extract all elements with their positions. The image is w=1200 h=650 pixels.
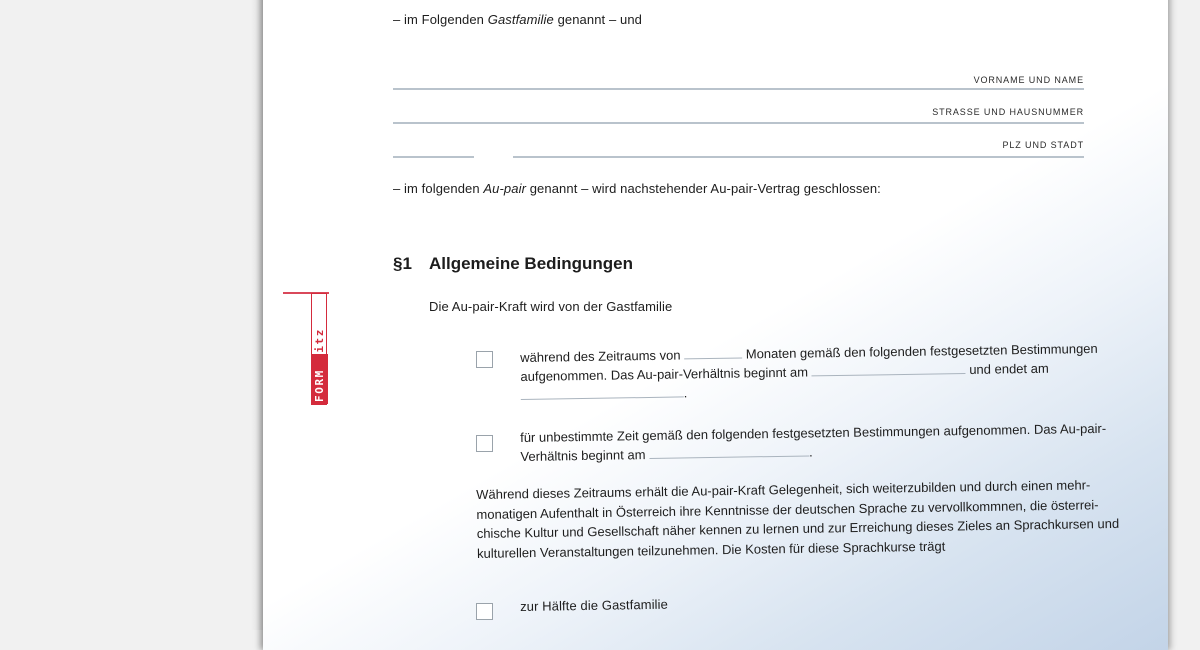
intro-aupair-term: Au-pair xyxy=(483,181,527,196)
paragraph-line4: kulturellen Veranstaltungen teilzunehmen. Die Kosten für diese Sprachkurse trägt xyxy=(476,538,946,561)
intro-aupair-suffix: genannt – wird nachstehender Au-pair-Vertrag geschlossen: xyxy=(526,181,881,196)
intro-aupair-prefix: – im folgenden xyxy=(393,181,484,196)
street-field-label: STRASSE UND HAUSNUMMER xyxy=(932,107,1084,117)
zip-field[interactable] xyxy=(393,156,474,158)
paragraph-line1: Während dieses Zeitraums erhält die Au-pair-Kraft Gelegenheit, sich weiterzubilden und durch einen mehr- xyxy=(476,477,1091,502)
logo-form-text: FORM xyxy=(313,369,326,402)
city-field[interactable] xyxy=(513,156,1084,158)
intro-line-host xyxy=(393,12,642,27)
opt2-text-a: Verhältnis beginnt am xyxy=(520,447,646,464)
formblitz-logo xyxy=(311,293,327,405)
option-indefinite-text xyxy=(520,419,1107,466)
contract-page xyxy=(263,0,1168,650)
option-half-host-label: zur Hälfte die Gastfamilie xyxy=(520,596,669,614)
option-fixed-term-text xyxy=(520,339,1098,405)
name-field-label: VORNAME UND NAME xyxy=(973,75,1084,85)
logo-blitz-text: blitz xyxy=(313,327,326,370)
name-field[interactable] xyxy=(393,88,1084,90)
section-title: Allgemeine Bedingungen xyxy=(429,254,634,273)
option-indefinite-line1: für unbestimmte Zeit gemäß den folgenden festgesetzten Bestimmungen aufgenommen. Das Au-pair- xyxy=(520,420,1107,445)
section-heading xyxy=(393,254,633,274)
paragraph-line2: monatigen Aufenthalt in Österreich ihre Kenntnisse der deutschen Sprache zu vervollkommnen, die österrei- xyxy=(476,496,1099,522)
start-date-field[interactable] xyxy=(812,363,966,376)
intro-host-prefix: – im Folgenden xyxy=(393,12,488,27)
intro-host-term: Gastfamilie xyxy=(487,12,554,27)
language-course-paragraph xyxy=(476,475,1120,563)
end-date-field[interactable] xyxy=(521,386,684,400)
opt1-text-e: . xyxy=(683,385,688,401)
intro-line-aupair xyxy=(393,181,881,196)
logo-text xyxy=(312,294,328,406)
opt1-text-c: aufgenommen. Das Au-pair-Verhältnis beginnt am xyxy=(520,364,809,384)
option-half-host-checkbox[interactable] xyxy=(476,603,493,620)
street-field[interactable] xyxy=(393,122,1084,124)
city-field-label: PLZ UND STADT xyxy=(1002,140,1084,150)
option-fixed-term-checkbox[interactable] xyxy=(476,351,493,368)
opt1-text-b: Monaten gemäß den folgenden festgesetzten Bestimmungen xyxy=(745,340,1098,362)
months-field[interactable] xyxy=(684,348,742,360)
paragraph-line3: chische Kultur und Gesellschaft näher kennen zu lernen und zur Erreichung dieses Zieles an Sprachkursen und xyxy=(476,515,1120,541)
logo-frame xyxy=(311,293,327,405)
option-indefinite-checkbox[interactable] xyxy=(476,435,493,452)
intro-host-suffix: genannt – und xyxy=(553,12,643,27)
opt1-text-d: und endet am xyxy=(969,360,1049,377)
indefinite-start-date-field[interactable] xyxy=(649,445,809,459)
section-lead: Die Au-pair-Kraft wird von der Gastfamilie xyxy=(429,299,673,314)
opt2-text-b: . xyxy=(808,444,813,460)
opt1-text-a: während des Zeitraums von xyxy=(520,347,681,365)
section-number: §1 xyxy=(393,254,412,273)
